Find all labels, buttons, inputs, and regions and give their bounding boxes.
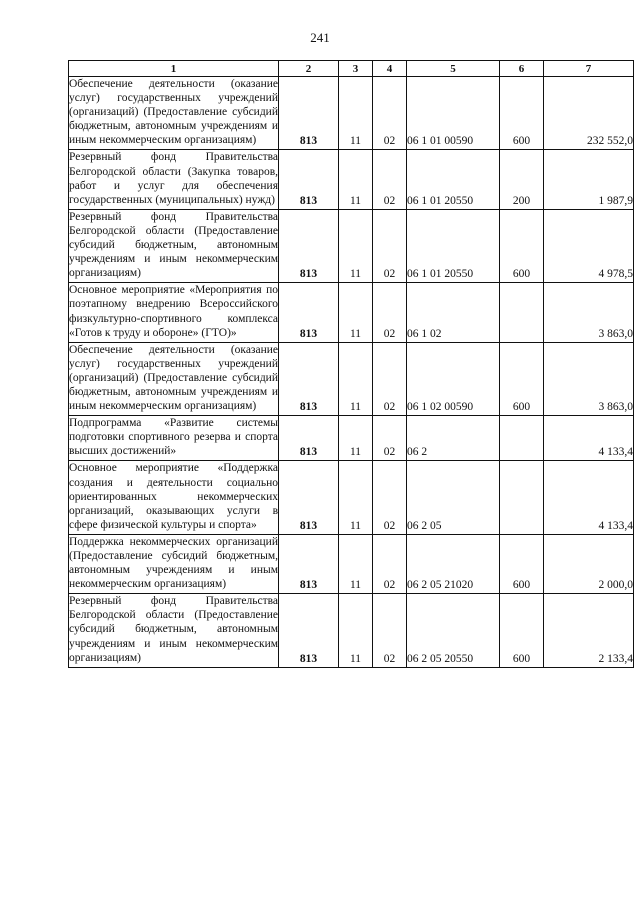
ministry-code: 813 bbox=[279, 416, 339, 461]
expense-type-code: 600 bbox=[500, 342, 544, 415]
expense-type-code: 200 bbox=[500, 150, 544, 209]
expense-type-code: 600 bbox=[500, 594, 544, 667]
target-code: 06 1 01 00590 bbox=[407, 77, 500, 150]
amount: 2 000,0 bbox=[544, 534, 634, 593]
table-row bbox=[69, 283, 634, 342]
section-code: 11 bbox=[339, 461, 373, 534]
section-code: 11 bbox=[339, 534, 373, 593]
subsection-code: 02 bbox=[373, 461, 407, 534]
row-description: Резервный фонд Правительства Белгородской области (Предоставление субсидий бюджетным, автономным учреждениям и иным некоммерческим организациям) bbox=[69, 209, 279, 282]
target-code: 06 2 bbox=[407, 416, 500, 461]
table-row bbox=[69, 461, 634, 534]
section-code: 11 bbox=[339, 594, 373, 667]
target-code: 06 1 01 20550 bbox=[407, 209, 500, 282]
target-code: 06 1 02 00590 bbox=[407, 342, 500, 415]
amount: 232 552,0 bbox=[544, 77, 634, 150]
ministry-code: 813 bbox=[279, 77, 339, 150]
subsection-code: 02 bbox=[373, 283, 407, 342]
table-row bbox=[69, 77, 634, 150]
ministry-code: 813 bbox=[279, 283, 339, 342]
subsection-code: 02 bbox=[373, 342, 407, 415]
column-header-1: 1 bbox=[69, 61, 279, 77]
column-header-3: 3 bbox=[339, 61, 373, 77]
table-row bbox=[69, 342, 634, 415]
header-row bbox=[69, 61, 634, 77]
target-code: 06 2 05 bbox=[407, 461, 500, 534]
table-row bbox=[69, 150, 634, 209]
column-header-2: 2 bbox=[279, 61, 339, 77]
column-header-6: 6 bbox=[500, 61, 544, 77]
subsection-code: 02 bbox=[373, 77, 407, 150]
target-code: 06 2 05 20550 bbox=[407, 594, 500, 667]
row-description: Подпрограмма «Развитие системы подготовки спортивного резерва и спорта высших достижений» bbox=[69, 416, 279, 461]
amount: 3 863,0 bbox=[544, 342, 634, 415]
row-description: Обеспечение деятельности (оказание услуг) государственных учреждений (организаций) (Предоставление субсидий бюджетным, автономным учреждениям и иным некоммерческим организациям) bbox=[69, 342, 279, 415]
expense-type-code: 600 bbox=[500, 77, 544, 150]
amount: 4 133,4 bbox=[544, 416, 634, 461]
section-code: 11 bbox=[339, 209, 373, 282]
amount: 4 133,4 bbox=[544, 461, 634, 534]
subsection-code: 02 bbox=[373, 209, 407, 282]
ministry-code: 813 bbox=[279, 209, 339, 282]
amount: 3 863,0 bbox=[544, 283, 634, 342]
subsection-code: 02 bbox=[373, 416, 407, 461]
amount: 4 978,5 bbox=[544, 209, 634, 282]
expense-type-code: 600 bbox=[500, 209, 544, 282]
row-description: Основное мероприятие «Поддержка создания и деятельности социально ориентированных некоммерческих организаций, оказывающих услуги в сфере физической культуры и спорта» bbox=[69, 461, 279, 534]
table-row bbox=[69, 416, 634, 461]
section-code: 11 bbox=[339, 150, 373, 209]
table-row bbox=[69, 594, 634, 667]
ministry-code: 813 bbox=[279, 594, 339, 667]
column-header-5: 5 bbox=[407, 61, 500, 77]
expense-type-code bbox=[500, 283, 544, 342]
table-row bbox=[69, 534, 634, 593]
row-description: Поддержка некоммерческих организаций (Предоставление субсидий бюджетным, автономным учреждениям и иным некоммерческим организациям) bbox=[69, 534, 279, 593]
section-code: 11 bbox=[339, 416, 373, 461]
ministry-code: 813 bbox=[279, 150, 339, 209]
column-header-4: 4 bbox=[373, 61, 407, 77]
row-description: Резервный фонд Правительства Белгородской области (Предоставление субсидий бюджетным, автономным учреждениям и иным некоммерческим организациям) bbox=[69, 594, 279, 667]
subsection-code: 02 bbox=[373, 150, 407, 209]
target-code: 06 1 01 20550 bbox=[407, 150, 500, 209]
expense-type-code bbox=[500, 416, 544, 461]
page-number: 241 bbox=[310, 30, 330, 45]
budget-table bbox=[68, 60, 634, 668]
subsection-code: 02 bbox=[373, 534, 407, 593]
row-description: Резервный фонд Правительства Белгородской области (Закупка товаров, работ и услуг для обеспечения государственных (муниципальных) нужд) bbox=[69, 150, 279, 209]
target-code: 06 2 05 21020 bbox=[407, 534, 500, 593]
section-code: 11 bbox=[339, 77, 373, 150]
section-code: 11 bbox=[339, 283, 373, 342]
column-header-7: 7 bbox=[544, 61, 634, 77]
table-row bbox=[69, 209, 634, 282]
amount: 1 987,9 bbox=[544, 150, 634, 209]
expense-type-code: 600 bbox=[500, 534, 544, 593]
ministry-code: 813 bbox=[279, 534, 339, 593]
amount: 2 133,4 bbox=[544, 594, 634, 667]
row-description: Основное мероприятие «Мероприятия по поэтапному внедрению Всероссийского физкультурно-спортивного комплекса «Готов к труду и обороне» (ГТО)» bbox=[69, 283, 279, 342]
section-code: 11 bbox=[339, 342, 373, 415]
ministry-code: 813 bbox=[279, 461, 339, 534]
ministry-code: 813 bbox=[279, 342, 339, 415]
row-description: Обеспечение деятельности (оказание услуг) государственных учреждений (организаций) (Предоставление субсидий бюджетным, автономным учреждениям и иным некоммерческим организациям) bbox=[69, 77, 279, 150]
target-code: 06 1 02 bbox=[407, 283, 500, 342]
expense-type-code bbox=[500, 461, 544, 534]
subsection-code: 02 bbox=[373, 594, 407, 667]
